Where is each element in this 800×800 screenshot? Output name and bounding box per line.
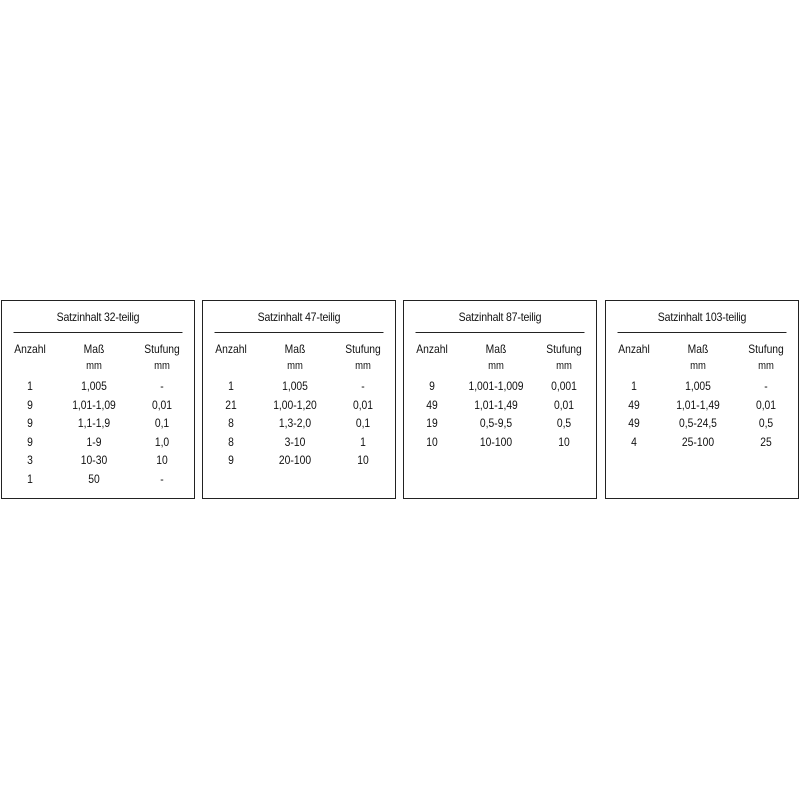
- cell-count: 8: [228, 416, 234, 430]
- cell-size: 0,5-9,5: [479, 416, 513, 430]
- table-row: [203, 414, 395, 433]
- cell-size: 1,01-1,49: [474, 397, 518, 412]
- header-step-label: Stufung: [144, 342, 180, 356]
- table-title: Satzinhalt 32-teilig: [14, 301, 183, 333]
- table-row: [203, 396, 395, 415]
- header-size-label: Maß: [687, 342, 709, 356]
- table-body: [404, 377, 596, 451]
- cell-count: 1: [27, 379, 33, 393]
- header-count: [9, 342, 52, 356]
- table-row: [2, 451, 194, 470]
- cell-step: -: [160, 379, 164, 393]
- cell-step: 0,5: [556, 416, 572, 430]
- cell-step: 10: [357, 453, 369, 467]
- cell-count: 10: [426, 434, 438, 449]
- header-step-unit: mm: [154, 360, 170, 372]
- table-row: [203, 377, 395, 396]
- cell-count: 49: [628, 416, 640, 430]
- cell-count: 1: [631, 379, 637, 393]
- header-count-label: Anzahl: [14, 342, 46, 356]
- header-step-unit: mm: [758, 360, 774, 372]
- cell-size: 1,005: [685, 379, 711, 393]
- table-row: [606, 414, 798, 433]
- set-contents-table: [605, 300, 799, 499]
- cell-size: 50: [88, 471, 100, 486]
- table-row: [606, 433, 798, 452]
- cell-count: 9: [27, 416, 33, 430]
- header-size-unit: mm: [488, 360, 504, 372]
- cell-count: 49: [426, 397, 438, 412]
- cell-step: 0,01: [755, 397, 777, 412]
- cell-step: 0,001: [551, 379, 577, 393]
- table-row: [404, 377, 596, 396]
- cell-count: 4: [631, 434, 637, 449]
- cell-size: 1,01-1,09: [72, 397, 116, 412]
- header-step: [736, 342, 796, 372]
- cell-count: 1: [228, 379, 234, 393]
- cell-count: 8: [228, 434, 234, 449]
- table-body: [203, 377, 395, 470]
- table-row: [203, 451, 395, 470]
- header-size: [55, 342, 132, 372]
- cell-count: 49: [628, 397, 640, 412]
- header-size: [256, 342, 333, 372]
- header-size-label: Maß: [485, 342, 507, 356]
- header-size-unit: mm: [86, 360, 102, 372]
- cell-count: 9: [27, 397, 33, 412]
- cell-size: 1,1-1,9: [77, 416, 111, 430]
- header-step: [534, 342, 594, 372]
- header-step-unit: mm: [355, 360, 371, 372]
- cell-count: 9: [27, 434, 33, 449]
- cell-step: 10: [156, 453, 168, 467]
- table-row: [606, 396, 798, 415]
- table-body: [606, 377, 798, 451]
- cell-step: 0,01: [352, 397, 374, 412]
- cell-step: -: [764, 379, 768, 393]
- cell-size: 1,001-1,009: [468, 379, 524, 393]
- header-step: [333, 342, 393, 372]
- header-step-label: Stufung: [748, 342, 784, 356]
- cell-step: 0,1: [355, 416, 371, 430]
- cell-size: 3-10: [284, 434, 306, 449]
- table-title: Satzinhalt 47-teilig: [215, 301, 384, 333]
- cell-step: 1: [360, 434, 366, 449]
- cell-size: 1,01-1,49: [676, 397, 720, 412]
- cell-size: 10-100: [479, 434, 513, 449]
- table-row: [404, 396, 596, 415]
- cell-size: 1,005: [81, 379, 107, 393]
- table-row: [2, 433, 194, 452]
- header-step-label: Stufung: [345, 342, 381, 356]
- cell-count: 1: [27, 471, 33, 486]
- set-contents-table: [1, 300, 195, 499]
- cell-count: 9: [228, 453, 234, 467]
- table-header: [404, 333, 596, 377]
- table-row: [2, 377, 194, 396]
- header-size: [457, 342, 534, 372]
- cell-size: 0,5-24,5: [679, 416, 717, 430]
- header-count: [613, 342, 656, 356]
- table-title: Satzinhalt 103-teilig: [618, 301, 787, 333]
- table-header: [2, 333, 194, 377]
- table-body: [2, 377, 194, 488]
- set-contents-table: [202, 300, 396, 499]
- header-count-label: Anzahl: [618, 342, 650, 356]
- table-row: [2, 396, 194, 415]
- cell-step: -: [361, 379, 365, 393]
- cell-count: 21: [225, 397, 237, 412]
- header-size-label: Maß: [284, 342, 306, 356]
- table-header: [606, 333, 798, 377]
- cell-size: 1-9: [86, 434, 102, 449]
- cell-size: 1,005: [282, 379, 308, 393]
- header-count: [210, 342, 253, 356]
- table-row: [404, 433, 596, 452]
- header-count: [411, 342, 454, 356]
- cell-step: 0,5: [758, 416, 774, 430]
- cell-size: 25-100: [681, 434, 715, 449]
- set-contents-table: [403, 300, 597, 499]
- table-row: [2, 470, 194, 489]
- cell-step: 0,01: [553, 397, 575, 412]
- table-row: [606, 377, 798, 396]
- cell-step: -: [160, 471, 164, 486]
- cell-step: 1,0: [154, 434, 170, 449]
- table-row: [404, 414, 596, 433]
- set-contents-sheet: [0, 300, 800, 500]
- cell-step: 10: [558, 434, 570, 449]
- table-header: [203, 333, 395, 377]
- header-count-label: Anzahl: [215, 342, 247, 356]
- cell-size: 1,3-2,0: [278, 416, 312, 430]
- cell-size: 10-30: [80, 453, 108, 467]
- header-count-label: Anzahl: [416, 342, 448, 356]
- cell-step: 0,1: [154, 416, 170, 430]
- header-size: [659, 342, 736, 372]
- header-size-label: Maß: [83, 342, 105, 356]
- cell-step: 25: [760, 434, 772, 449]
- cell-size: 20-100: [278, 453, 312, 467]
- header-step: [132, 342, 192, 372]
- cell-count: 9: [429, 379, 435, 393]
- table-title: Satzinhalt 87-teilig: [416, 301, 585, 333]
- cell-step: 0,01: [151, 397, 173, 412]
- header-size-unit: mm: [690, 360, 706, 372]
- cell-count: 3: [27, 453, 33, 467]
- cell-count: 19: [426, 416, 438, 430]
- header-step-unit: mm: [556, 360, 572, 372]
- table-row: [2, 414, 194, 433]
- table-row: [203, 433, 395, 452]
- header-size-unit: mm: [287, 360, 303, 372]
- header-step-label: Stufung: [546, 342, 582, 356]
- cell-size: 1,00-1,20: [273, 397, 317, 412]
